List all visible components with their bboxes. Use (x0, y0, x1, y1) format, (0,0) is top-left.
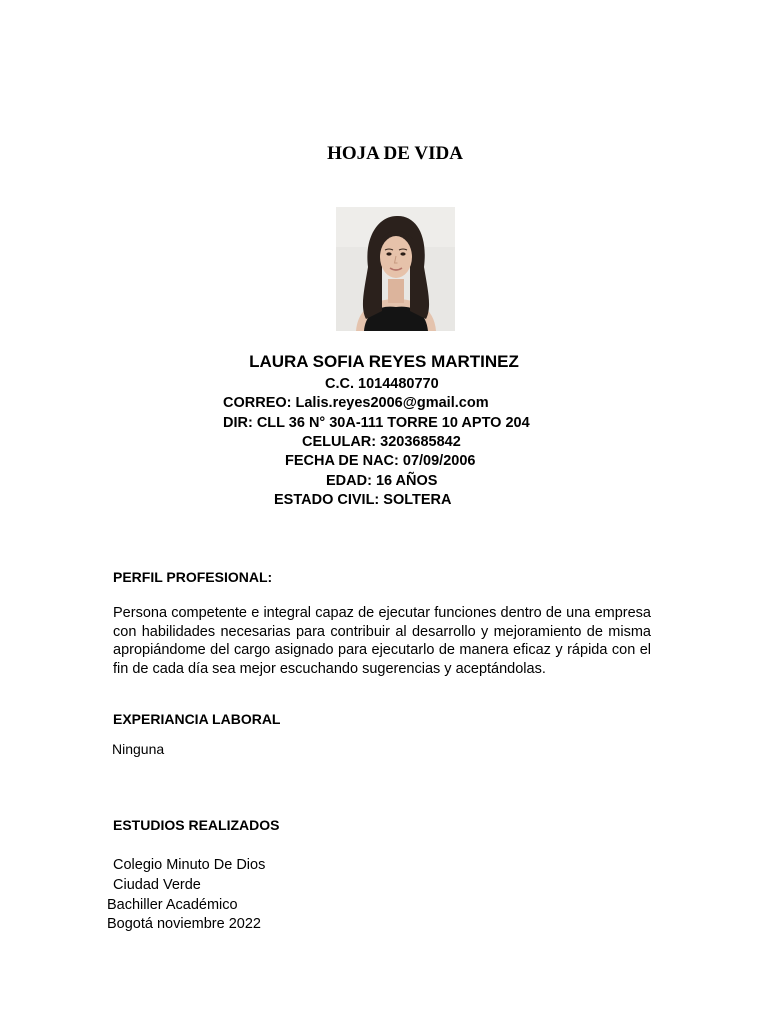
email-line: CORREO: Lalis.reyes2006@gmail.com (223, 395, 489, 411)
id-number: C.C. 1014480770 (325, 376, 439, 392)
profile-heading: PERFIL PROFESIONAL: (113, 569, 273, 585)
profile-paragraph: Persona competente e integral capaz de ejecutar funciones dentro de una empresa con habilidades necesarias para contribuir al desarrollo y mejoramiento de misma apropiándome del cargo asignado para ejecutarlo de manera eficaz y rápida con el fin de cada día sea mejor escuchando sugerencias y aceptándolas. (113, 605, 651, 677)
profile-photo (336, 207, 455, 331)
studies-date: Bogotá noviembre 2022 (107, 916, 261, 932)
document-title: HOJA DE VIDA (327, 143, 463, 164)
studies-location: Ciudad Verde (113, 877, 201, 893)
address-line: DIR: CLL 36 N° 30A-111 TORRE 10 APTO 204 (223, 415, 530, 431)
birth-date-line: FECHA DE NAC: 07/09/2006 (285, 453, 476, 469)
experience-heading: EXPERIANCIA LABORAL (113, 711, 281, 727)
studies-degree: Bachiller Académico (107, 897, 238, 913)
experience-value: Ninguna (112, 741, 165, 757)
person-name: LAURA SOFIA REYES MARTINEZ (249, 352, 519, 371)
phone-line: CELULAR: 3203685842 (302, 434, 461, 450)
studies-school: Colegio Minuto De Dios (113, 857, 266, 873)
civil-status-line: ESTADO CIVIL: SOLTERA (274, 492, 452, 508)
studies-heading: ESTUDIOS REALIZADOS (113, 817, 280, 833)
age-line: EDAD: 16 AÑOS (326, 473, 438, 489)
